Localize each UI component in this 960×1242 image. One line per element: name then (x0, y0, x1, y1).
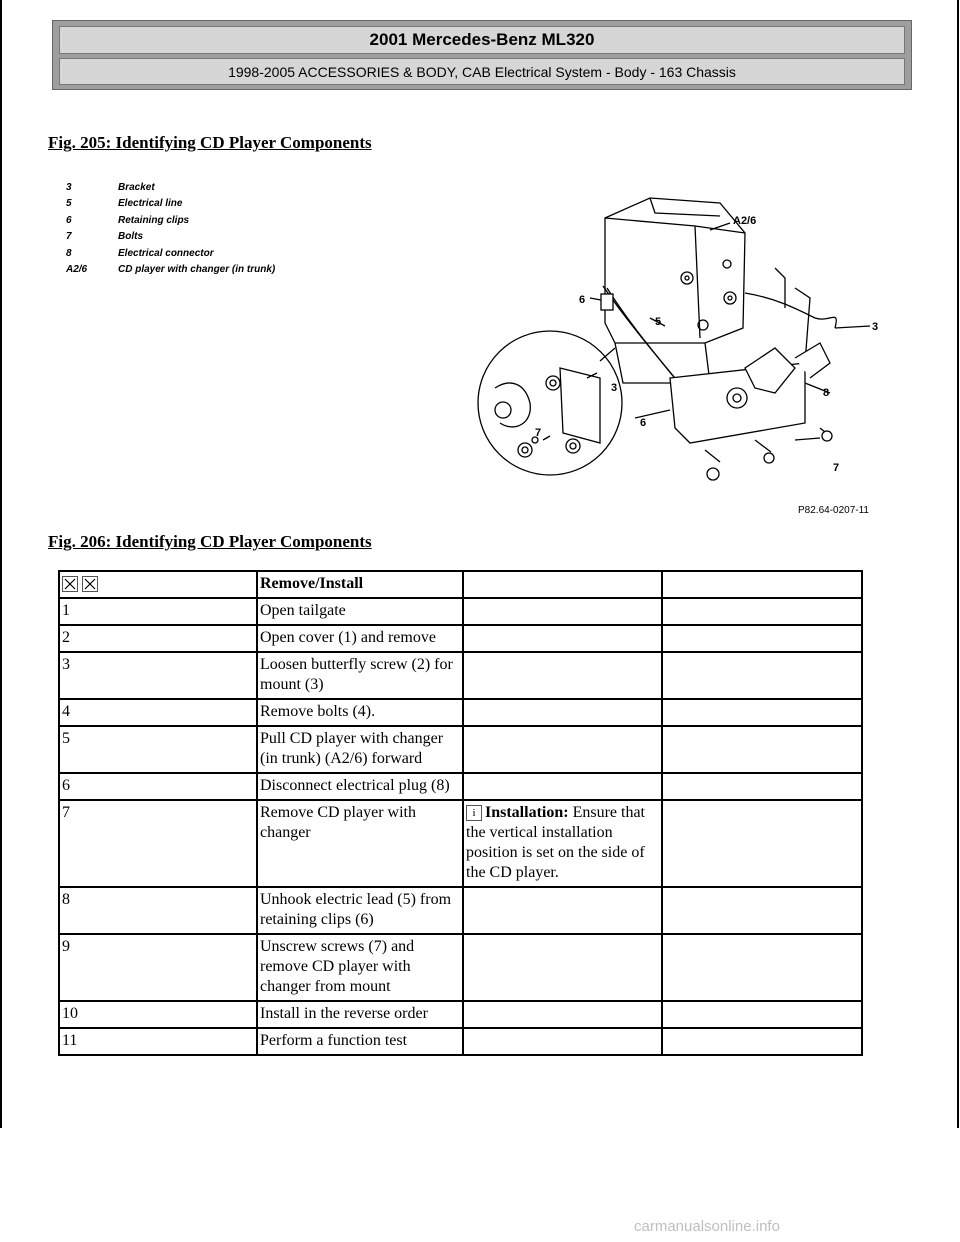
callout-7: 7 (833, 462, 840, 474)
header-subtitle: 1998-2005 ACCESSORIES & BODY, CAB Electrical System - Body - 163 Chassis (228, 63, 736, 80)
table-header-row (59, 571, 862, 598)
callout-3: 3 (872, 321, 879, 333)
callout-6-lower: 6 (640, 417, 647, 429)
legend-item: A2/6 CD player with changer (in trunk) (66, 264, 276, 276)
cd-player-diagram (475, 178, 890, 518)
table-header-icons (59, 571, 257, 598)
legend-item: 6 Retaining clips (66, 214, 190, 226)
page-left-border (0, 0, 2, 1128)
table-row: 4 Remove bolts (4). (59, 699, 862, 726)
header-title: 2001 Mercedes-Benz ML320 (369, 30, 595, 49)
page-right-border (957, 0, 959, 1128)
watermark: carmanualsonline.info (634, 1218, 780, 1235)
table-row: 1 Open tailgate (59, 598, 862, 625)
legend-item: 3 Bracket (66, 181, 155, 193)
callout-3-detail: 3 (611, 382, 618, 394)
collapse-icon[interactable] (82, 576, 98, 592)
header-title-box (59, 26, 905, 54)
table-row: 2 Open cover (1) and remove (59, 625, 862, 652)
figure-legend (66, 179, 275, 278)
diagram-reference-code: P82.64-0207-11 (798, 505, 869, 516)
procedure-table (58, 570, 863, 1056)
callout-7-detail: 7 (535, 427, 542, 439)
legend-item: 8 Electrical connector (66, 247, 214, 259)
header-subtitle-box (59, 58, 905, 85)
installation-note (463, 800, 662, 887)
callout-a2-6: A2/6 (733, 215, 757, 227)
installation-note-label: Installation: (485, 804, 569, 821)
figure-206-caption: Fig. 206: Identifying CD Player Components (48, 532, 372, 551)
table-row: 9 Unscrew screws (7) and remove CD player with changer from mount (59, 934, 862, 1001)
document-header (52, 20, 912, 90)
installation-note-text: Ensure that the vertical installation position is set on the side of the CD player. (466, 804, 645, 881)
table-row: 10 Install in the reverse order (59, 1001, 862, 1028)
legend-item: 5 Electrical line (66, 198, 183, 210)
callout-8: 8 (823, 387, 830, 399)
table-row: 5 Pull CD player with changer (in trunk) (A2/6) forward (59, 726, 862, 773)
table-row: 6 Disconnect electrical plug (8) (59, 773, 862, 800)
info-icon: i (466, 805, 482, 821)
table-row: 11 Perform a function test (59, 1028, 862, 1055)
expand-icon[interactable] (62, 576, 78, 592)
table-row: 8 Unhook electric lead (5) from retaining clips (6) (59, 887, 862, 934)
callout-5: 5 (655, 316, 662, 328)
table-row: 7 Remove CD player with changer i Installation: Ensure that the vertical installation position is set on the side of the CD player. (59, 800, 862, 887)
callout-6: 6 (579, 294, 586, 306)
table-row: 3 Loosen butterfly screw (2) for mount (3) (59, 652, 862, 699)
table-header-title: Remove/Install (257, 571, 463, 598)
figure-205-caption: Fig. 205: Identifying CD Player Components (48, 133, 372, 152)
legend-item: 7 Bolts (66, 231, 143, 243)
